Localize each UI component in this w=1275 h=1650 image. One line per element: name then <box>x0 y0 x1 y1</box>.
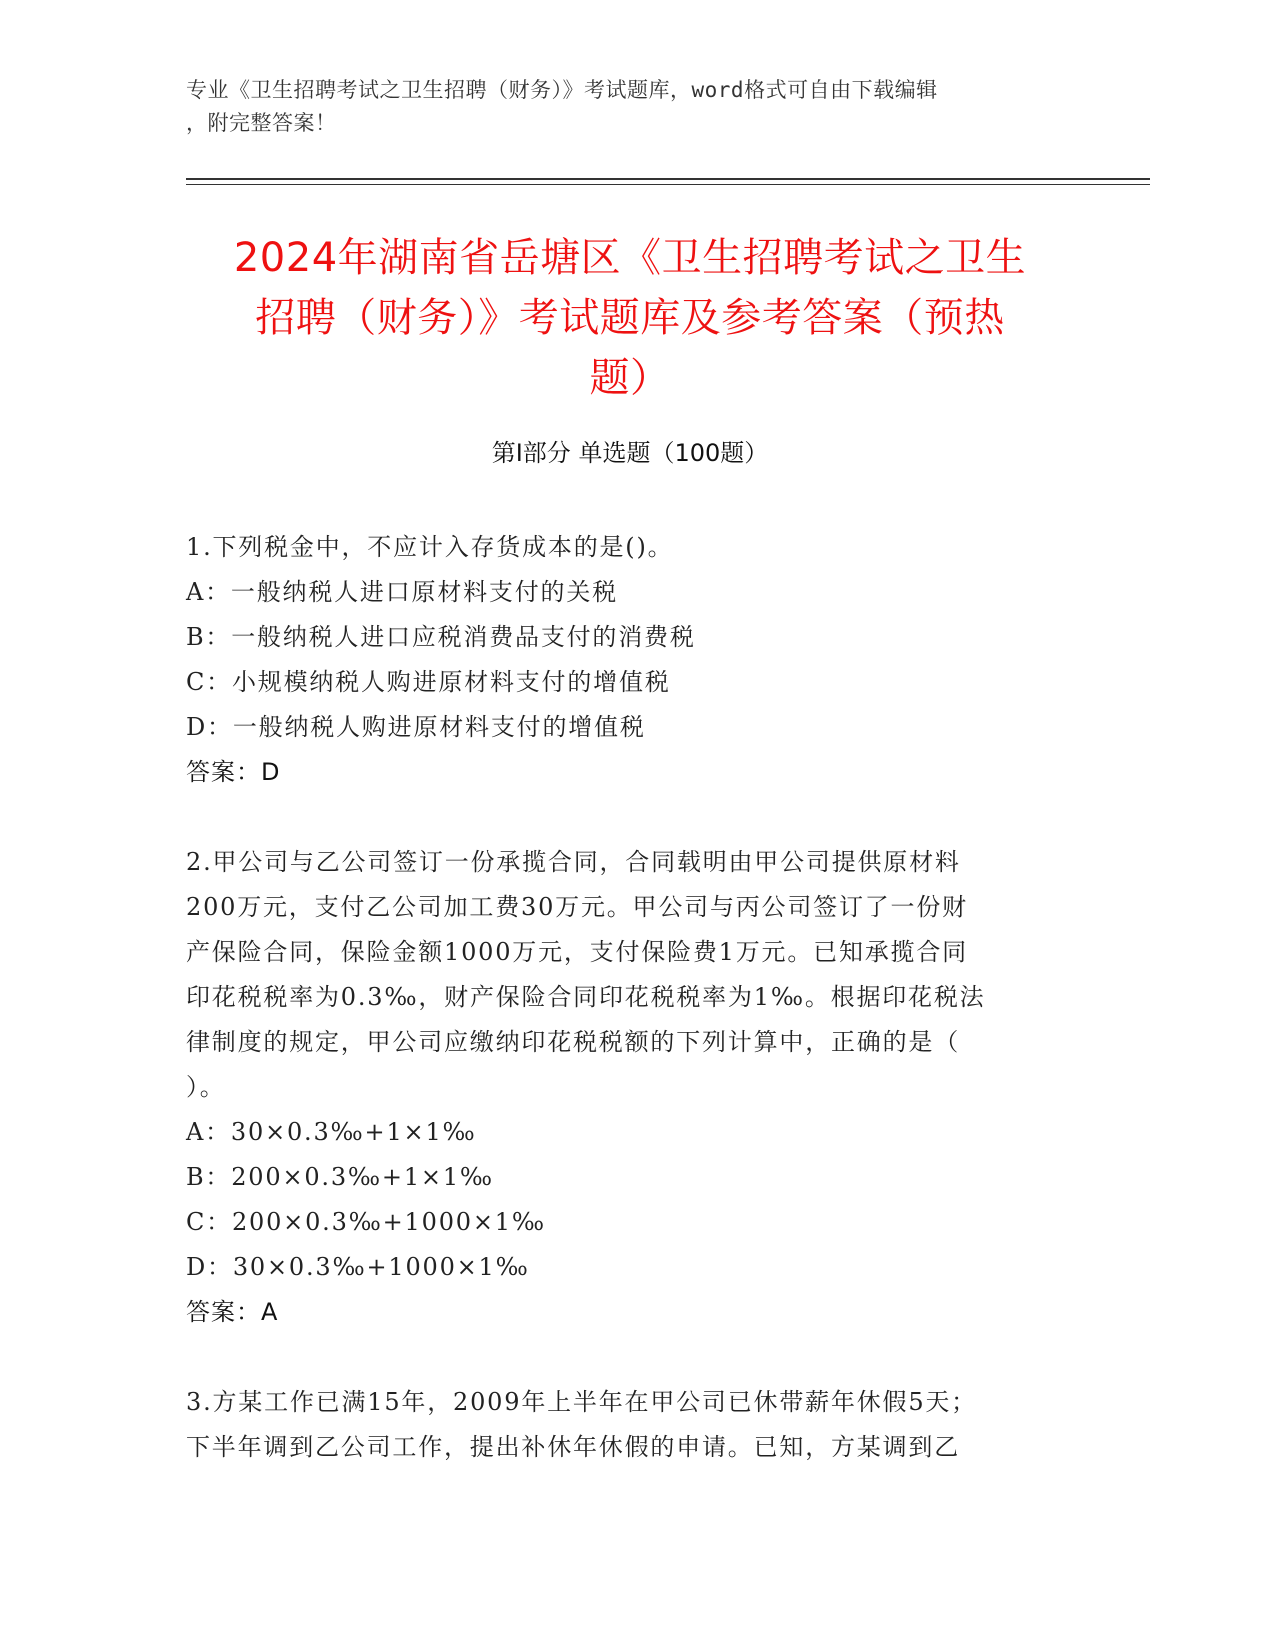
question-3 <box>186 1380 1066 1470</box>
question-2-stem-line-4: 印花税税率为0.3‰，财产保险合同印花税税率为1‰。根据印花税法 <box>186 983 986 1011</box>
header-note <box>186 74 1066 140</box>
question-1-option-a: A：一般纳税人进口原材料支付的关税 <box>186 578 618 606</box>
document-title <box>180 228 1080 408</box>
question-2 <box>186 840 1066 1335</box>
question-2-stem-line-2: 200万元，支付乙公司加工费30万元。甲公司与丙公司签订了一份财 <box>186 893 968 921</box>
header-note-line-2: ，附完整答案！ <box>186 111 337 135</box>
question-2-option-a: A：30×0.3‰+1×1‰ <box>186 1118 477 1146</box>
question-2-stem-line-1: 2.甲公司与乙公司签订一份承揽合同，合同载明由甲公司提供原材料 <box>186 848 961 876</box>
question-2-option-d: D：30×0.3‰+1000×1‰ <box>186 1253 530 1281</box>
header-divider-thin <box>186 184 1150 185</box>
question-3-stem-line-1: 3.方某工作已满15年，2009年上半年在甲公司已休带薪年休假5天； <box>186 1388 977 1416</box>
title-line-2: 招聘（财务）》考试题库及参考答案（预热 <box>255 295 1005 341</box>
question-2-stem-line-5: 律制度的规定，甲公司应缴纳印花税税额的下列计算中，正确的是（ <box>186 1028 960 1056</box>
header-note-line-1: 专业《卫生招聘考试之卫生招聘（财务）》考试题库，word格式可自由下载编辑 <box>186 78 938 102</box>
title-line-1: 2024年湖南省岳塘区《卫生招聘考试之卫生 <box>233 235 1027 281</box>
question-3-stem-line-2: 下半年调到乙公司工作，提出补休年休假的申请。已知，方某调到乙 <box>186 1433 960 1461</box>
question-2-stem-line-6: ）。 <box>186 1073 226 1101</box>
title-line-3: 题） <box>589 355 671 401</box>
question-2-option-c: C：200×0.3‰+1000×1‰ <box>186 1208 546 1236</box>
header-divider-thick <box>186 178 1150 180</box>
section-title: 第Ⅰ部分 单选题（100题） <box>491 439 769 467</box>
question-2-stem-line-3: 产保险合同，保险金额1000万元，支付保险费1万元。已知承揽合同 <box>186 938 968 966</box>
question-2-option-b: B：200×0.3‰+1×1‰ <box>186 1163 494 1191</box>
question-2-answer: 答案：A <box>186 1298 279 1326</box>
question-1-option-b: B：一般纳税人进口应税消费品支付的消费税 <box>186 623 696 651</box>
question-1-option-c: C：小规模纳税人购进原材料支付的增值税 <box>186 668 671 696</box>
question-1 <box>186 525 1066 795</box>
question-list <box>186 525 1066 1470</box>
question-1-option-d: D：一般纳税人购进原材料支付的增值税 <box>186 713 646 741</box>
question-1-stem: 1.下列税金中，不应计入存货成本的是()。 <box>186 533 674 561</box>
question-1-answer: 答案：D <box>186 758 281 786</box>
